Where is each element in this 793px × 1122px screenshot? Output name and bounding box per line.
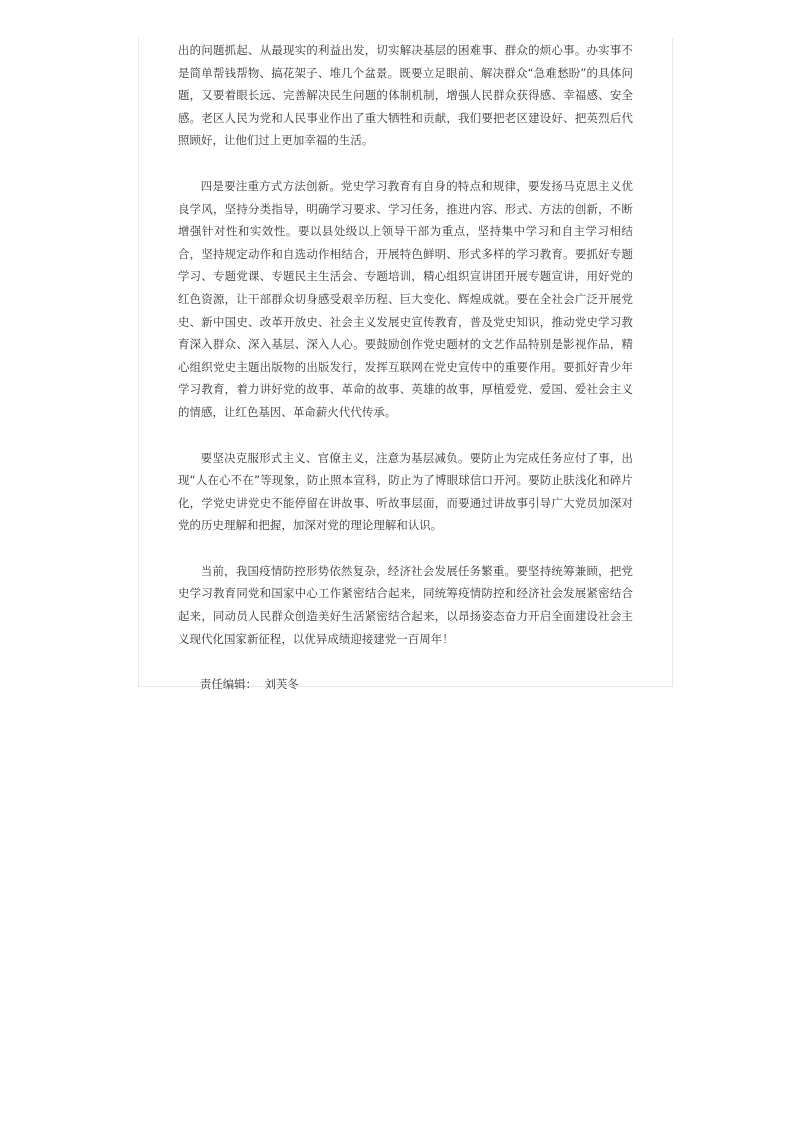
editor-credit	[178, 673, 633, 696]
editor-name: 刘芙冬	[264, 677, 299, 692]
article-body	[178, 38, 633, 696]
article-card	[138, 38, 673, 692]
editor-label: 责任编辑：	[200, 677, 257, 692]
paragraph-3: 要坚决克服形式主义、官僚主义，注意为基层减负。要防止为完成任务应付了事，出现“人在心不在”等现象，防止照本宣科，防止为了博眼球信口开河。要防止肤浅化和碎片化，学党史讲党史不能停留在讲故事、听故事层面，而要通过讲故事引导广大党员加深对党的历史理解和把握，加深对党的理论理解和认识。	[178, 450, 633, 533]
paragraph-1: 出的问题抓起、从最现实的利益出发，切实解决基层的困难事、群众的烦心事。办实事不是简单帮钱帮物、搞花架子、堆几个盆景。既要立足眼前、解决群众“急难愁盼”的具体问题，又要着眼长远、完善解决民生问题的体制机制，增强人民群众获得感、幸福感、安全感。老区人民为党和人民事业作出了重大牺牲和贡献，我们要把老区建设好、把英烈后代照顾好，让他们过上更加幸福的生活。	[178, 43, 633, 148]
paragraph-2: 四是要注重方式方法创新。党史学习教育有自身的特点和规律，要发扬马克思主义优良学风，坚持分类指导，明确学习要求、学习任务，推进内容、形式、方法的创新，不断增强针对性和实效性。要以县处级以上领导干部为重点，坚持集中学习和自主学习相结合，坚持规定动作和自选动作相结合，开展特色鲜明、形式多样的学习教育。要抓好专题学习、专题党课、专题民主生活会、专题培训，精心组织宣讲团开展专题宣讲，用好党的红色资源，让干部群众切身感受艰辛历程、巨大变化、辉煌成就。要在全社会广泛开展党史、新中国史、改革开放史、社会主义发展史宣传教育，普及党史知识，推动党史学习教育深入群众、深入基层、深入人心。要鼓励创作党史题材的文艺作品特别是影视作品，精心组织党史主题出版物的出版发行，发挥互联网在党史宣传中的重要作用。要抓好青少年学习教育，着力讲好党的故事、革命的故事、英雄的故事，厚植爱党、爱国、爱社会主义的情感，让红色基因、革命薪火代代传承。	[178, 178, 633, 419]
paragraph-4: 当前，我国疫情防控形势依然复杂，经济社会发展任务繁重。要坚持统筹兼顾，把党史学习教育同党和国家中心工作紧密结合起来，同统筹疫情防控和经济社会发展紧密结合起来，同动员人民群众创造美好生活紧密结合起来，以昂扬姿态奋力开启全面建设社会主义现代化国家新征程，以优异成绩迎接建党一百周年！	[178, 563, 633, 646]
